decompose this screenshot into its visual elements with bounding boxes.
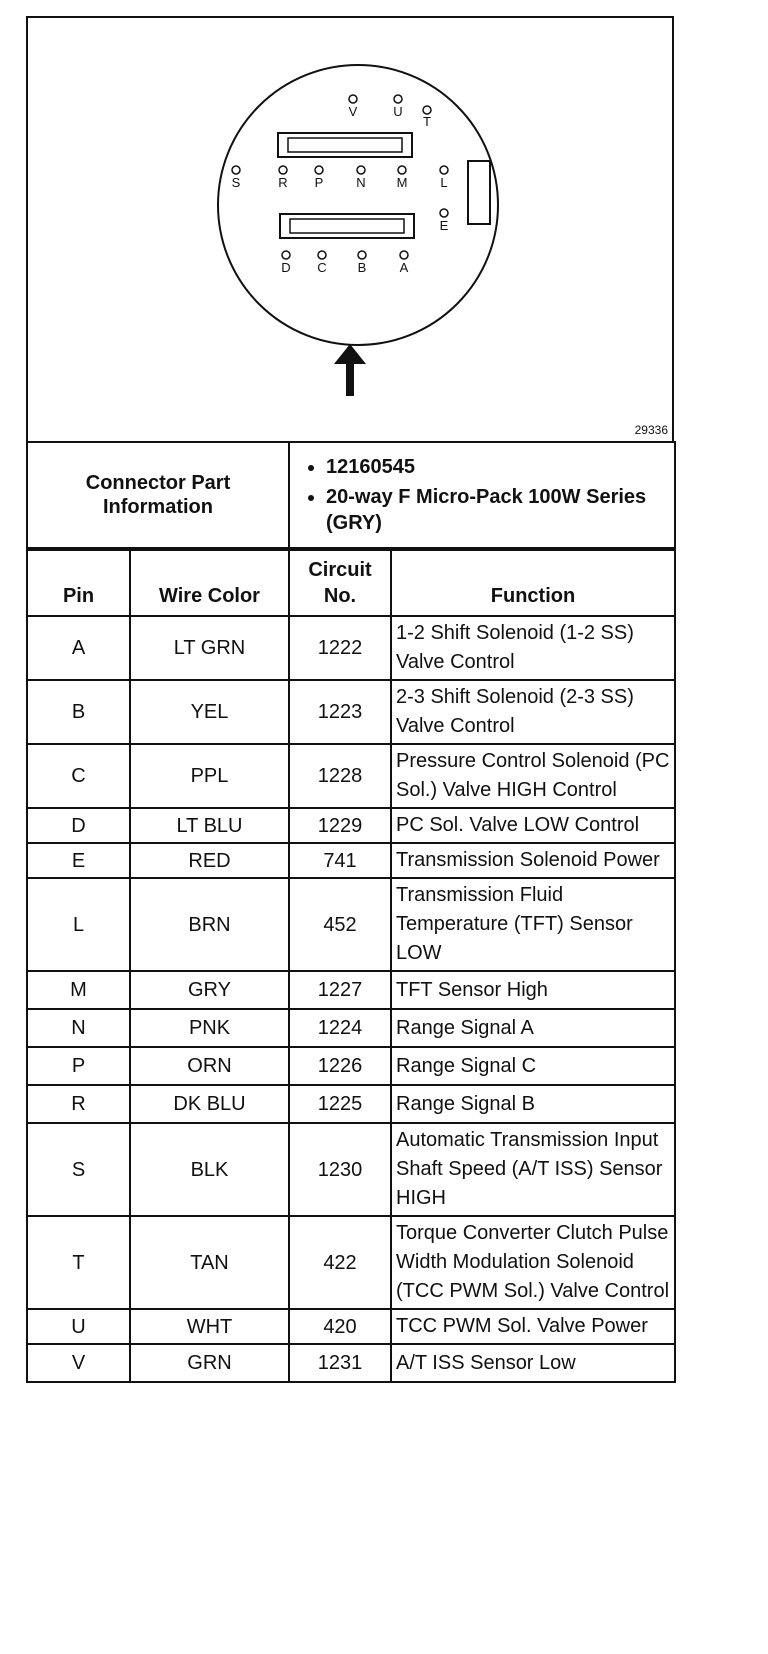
- connector-info-table: [26, 441, 676, 549]
- wire-color-cell: YEL: [130, 680, 289, 744]
- table-row: [27, 1009, 675, 1047]
- function-cell: TFT Sensor High: [391, 971, 675, 1009]
- pin-u-marker: [394, 95, 402, 103]
- col-header-wire-color: Wire Color: [130, 550, 289, 616]
- function-cell: 2-3 Shift Solenoid (2-3 SS) Valve Control: [391, 680, 675, 744]
- wire-color-cell: WHT: [130, 1309, 289, 1344]
- circuit-cell: 422: [289, 1216, 391, 1309]
- connector-sheet: [26, 16, 674, 1383]
- function-cell: Range Signal A: [391, 1009, 675, 1047]
- function-cell: Pressure Control Solenoid (PC Sol.) Valve HIGH Control: [391, 744, 675, 808]
- pin-label: R: [278, 175, 288, 190]
- pin-cell: L: [27, 878, 130, 971]
- pin-n-marker: [357, 166, 365, 174]
- pin-l-marker: [440, 166, 448, 174]
- pin-cell: D: [27, 808, 130, 843]
- pin-label: C: [317, 260, 327, 275]
- pin-cell: V: [27, 1344, 130, 1382]
- function-cell: 1-2 Shift Solenoid (1-2 SS) Valve Control: [391, 616, 675, 680]
- circuit-cell: 452: [289, 878, 391, 971]
- table-row: [27, 1123, 675, 1216]
- wire-color-cell: BRN: [130, 878, 289, 971]
- table-row: [27, 1344, 675, 1382]
- pin-label: E: [439, 218, 449, 233]
- pin-e-marker: [440, 209, 448, 217]
- circuit-cell: 1223: [289, 680, 391, 744]
- table-row: [27, 1216, 675, 1309]
- circuit-cell: 1227: [289, 971, 391, 1009]
- pin-t-marker: [423, 106, 431, 114]
- function-cell: Torque Converter Clutch Pulse Width Modulation Solenoid (TCC PWM Sol.) Valve Control: [391, 1216, 675, 1309]
- function-cell: Range Signal B: [391, 1085, 675, 1123]
- pin-v-marker: [349, 95, 357, 103]
- table-row: [27, 1047, 675, 1085]
- terminal-slot-upper: [278, 133, 412, 157]
- connector-info-label: Connector Part Information: [27, 442, 289, 548]
- connector-description: • 20-way F Micro-Pack 100W Series (GRY): [326, 484, 669, 536]
- pin-label: B: [357, 260, 367, 275]
- pin-label: N: [356, 175, 366, 190]
- pin-cell: T: [27, 1216, 130, 1309]
- table-row: [27, 744, 675, 808]
- terminal-slot-lower: [280, 214, 414, 238]
- pin-cell: C: [27, 744, 130, 808]
- pin-cell: M: [27, 971, 130, 1009]
- wire-color-cell: GRY: [130, 971, 289, 1009]
- pin-r-marker: [279, 166, 287, 174]
- pin-cell: B: [27, 680, 130, 744]
- circuit-cell: 1230: [289, 1123, 391, 1216]
- table-row: [27, 1309, 675, 1344]
- table-row: [27, 808, 675, 843]
- circuit-cell: 1225: [289, 1085, 391, 1123]
- wire-color-cell: LT GRN: [130, 616, 289, 680]
- pin-label: T: [423, 114, 431, 129]
- pin-s-marker: [232, 166, 240, 174]
- figure-number: 29336: [634, 423, 668, 437]
- pin-label: U: [393, 104, 403, 119]
- pinout-table: [26, 549, 676, 1383]
- table-row: [27, 878, 675, 971]
- pin-label: S: [231, 175, 241, 190]
- pin-c-marker: [318, 251, 326, 259]
- pin-label: P: [314, 175, 324, 190]
- pin-label: M: [396, 175, 408, 190]
- pin-b-marker: [358, 251, 366, 259]
- pin-cell: E: [27, 843, 130, 878]
- view-direction-arrow-icon: [334, 344, 366, 396]
- circuit-cell: 420: [289, 1309, 391, 1344]
- pin-label: A: [399, 260, 409, 275]
- table-row: [27, 616, 675, 680]
- wire-color-cell: PPL: [130, 744, 289, 808]
- wire-color-cell: BLK: [130, 1123, 289, 1216]
- pin-cell: R: [27, 1085, 130, 1123]
- table-row: [27, 1085, 675, 1123]
- function-cell: Transmission Solenoid Power: [391, 843, 675, 878]
- connector-latch: [468, 161, 490, 224]
- circuit-cell: 1228: [289, 744, 391, 808]
- pin-a-marker: [400, 251, 408, 259]
- circuit-cell: 1231: [289, 1344, 391, 1382]
- wire-color-cell: LT BLU: [130, 808, 289, 843]
- pin-cell: A: [27, 616, 130, 680]
- col-header-circuit: Circuit No.: [289, 550, 391, 616]
- connector-outline: [218, 65, 498, 345]
- pin-cell: P: [27, 1047, 130, 1085]
- circuit-cell: 1226: [289, 1047, 391, 1085]
- pin-cell: U: [27, 1309, 130, 1344]
- pin-d-marker: [282, 251, 290, 259]
- pin-label: L: [440, 175, 448, 190]
- pin-m-marker: [398, 166, 406, 174]
- col-header-pin: Pin: [27, 550, 130, 616]
- table-row: [27, 971, 675, 1009]
- function-cell: A/T ISS Sensor Low: [391, 1344, 675, 1382]
- function-cell: Range Signal C: [391, 1047, 675, 1085]
- table-row: [27, 843, 675, 878]
- pin-label: D: [281, 260, 291, 275]
- wire-color-cell: ORN: [130, 1047, 289, 1085]
- wire-color-cell: RED: [130, 843, 289, 878]
- pin-cell: N: [27, 1009, 130, 1047]
- function-cell: TCC PWM Sol. Valve Power: [391, 1309, 675, 1344]
- connector-diagram: [26, 16, 674, 441]
- function-cell: Automatic Transmission Input Shaft Speed (A/T ISS) Sensor HIGH: [391, 1123, 675, 1216]
- pinout-header-row: [27, 550, 675, 616]
- part-number: • 12160545: [326, 454, 669, 480]
- table-row: [27, 680, 675, 744]
- function-cell: PC Sol. Valve LOW Control: [391, 808, 675, 843]
- function-cell: Transmission Fluid Temperature (TFT) Sensor LOW: [391, 878, 675, 971]
- circuit-cell: 741: [289, 843, 391, 878]
- circuit-cell: 1224: [289, 1009, 391, 1047]
- wire-color-cell: TAN: [130, 1216, 289, 1309]
- pin-label: V: [348, 104, 358, 119]
- connector-face-svg: [28, 18, 676, 443]
- circuit-cell: 1229: [289, 808, 391, 843]
- connector-info-values: [289, 442, 675, 548]
- circuit-cell: 1222: [289, 616, 391, 680]
- wire-color-cell: DK BLU: [130, 1085, 289, 1123]
- pin-p-marker: [315, 166, 323, 174]
- wire-color-cell: PNK: [130, 1009, 289, 1047]
- wire-color-cell: GRN: [130, 1344, 289, 1382]
- col-header-function: Function: [391, 550, 675, 616]
- pin-cell: S: [27, 1123, 130, 1216]
